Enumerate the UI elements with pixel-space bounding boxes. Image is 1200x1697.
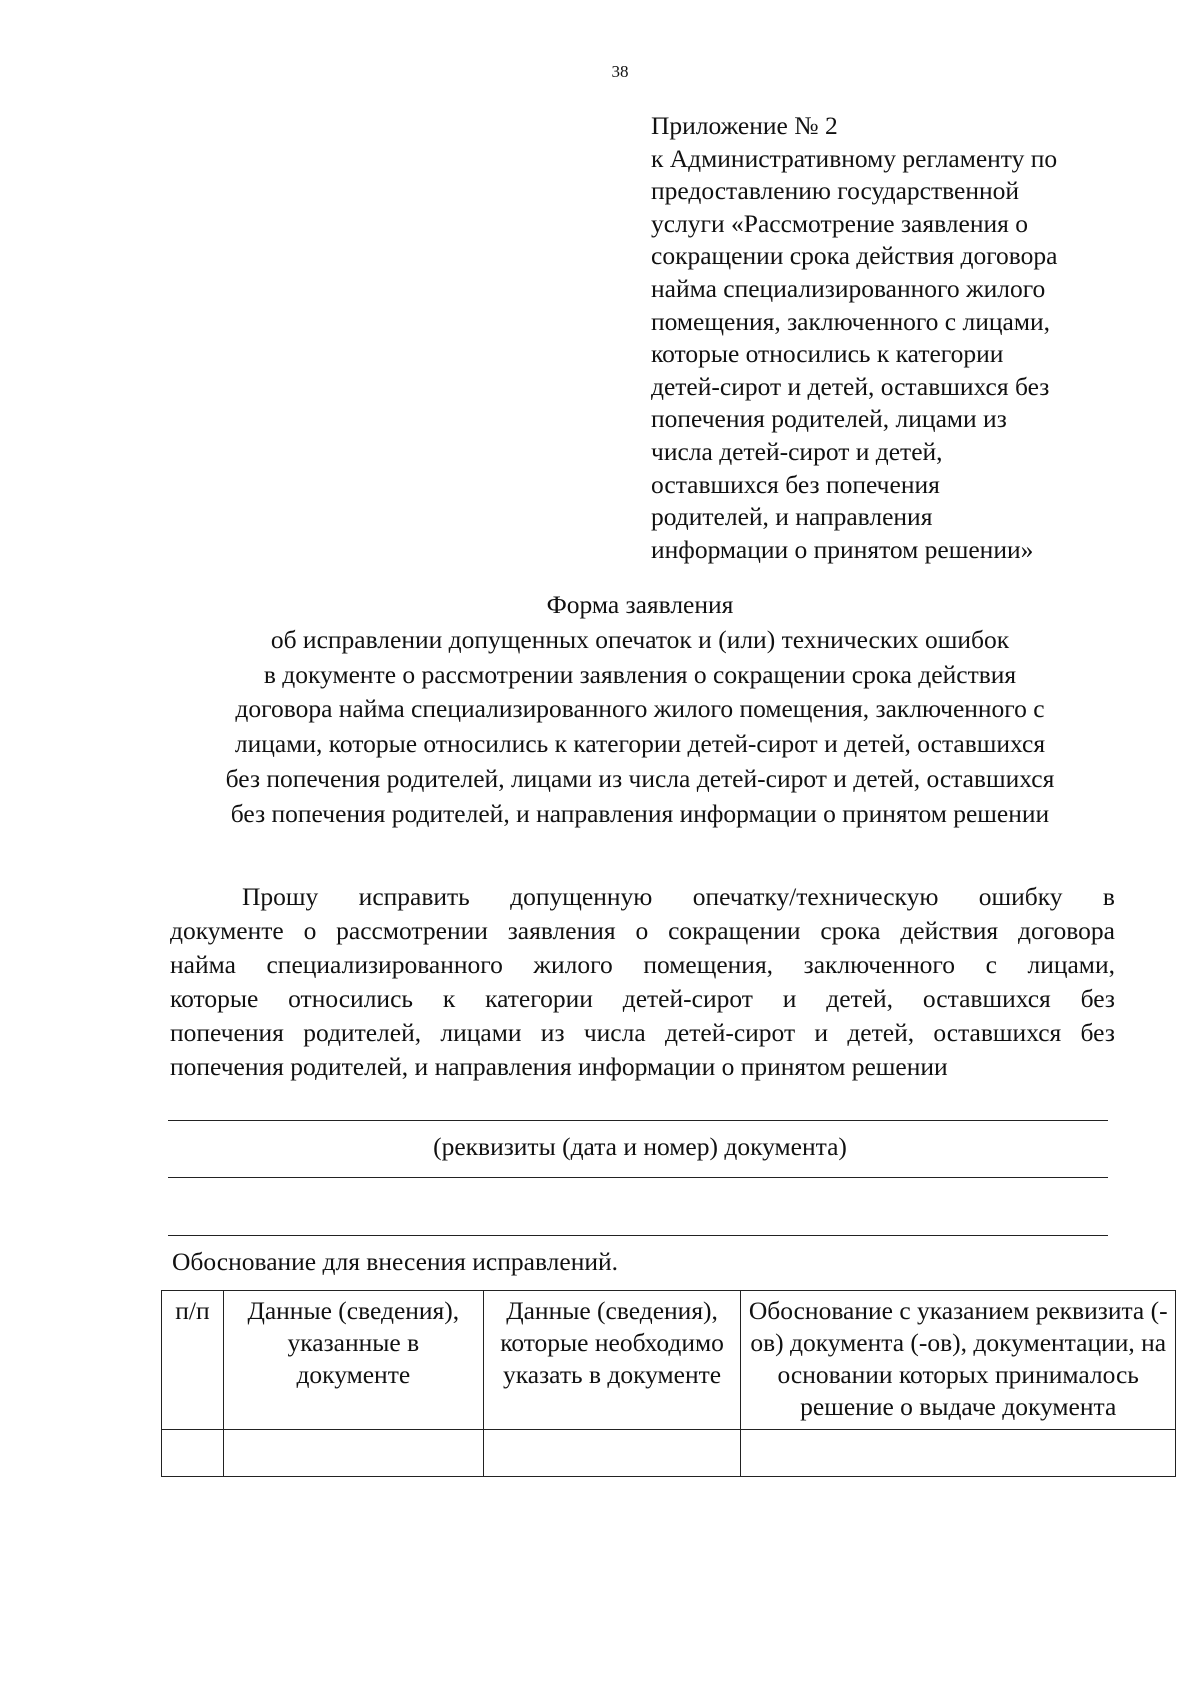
request-line [170, 914, 1115, 948]
request-word: к [442, 984, 456, 1013]
request-word: детей-сирот [622, 984, 753, 1013]
request-word: заявления [507, 916, 616, 945]
request-word: заключенного [803, 950, 955, 979]
request-word: допущенную [510, 882, 653, 911]
request-word: и [814, 1018, 829, 1047]
request-line: попечения родителей, и направления информации о принятом решении [170, 1052, 948, 1081]
request-line [170, 948, 1115, 982]
appendix-line: родителей, и направления [651, 502, 933, 532]
table-cell[interactable] [162, 1430, 224, 1477]
appendix-line: сокращении срока действия договора [651, 241, 1058, 271]
requisites-fill-line [168, 1120, 1108, 1121]
request-word: ошибку [978, 882, 1063, 911]
request-word: попечения [170, 1018, 284, 1047]
form-title-line: договора найма специализированного жилого помещения, заключенного с [235, 694, 1045, 724]
request-word: относились [288, 984, 414, 1013]
basis-label: Обоснование для внесения исправлений. [172, 1247, 619, 1276]
request-word: в [1102, 882, 1115, 911]
form-title-line: в документе о рассмотрении заявления о сокращении срока действия [263, 659, 1017, 689]
requisites-label: (реквизиты (дата и номер) документа) [433, 1132, 847, 1161]
table-cell[interactable] [483, 1430, 741, 1477]
request-word: документе [170, 916, 284, 945]
request-word: оставшихся [933, 1018, 1062, 1047]
request-paragraph [170, 880, 1115, 1084]
request-word: детей, [847, 1018, 915, 1047]
corrections-table [161, 1290, 1176, 1477]
request-word: лицами [440, 1018, 522, 1047]
request-word: Прошу [242, 882, 319, 911]
form-title [150, 588, 1130, 832]
appendix-line: к Административному регламенту по [651, 143, 1058, 173]
request-word: числа [583, 1018, 646, 1047]
request-word: детей, [826, 984, 894, 1013]
request-word: действия [900, 916, 999, 945]
request-line [170, 982, 1115, 1016]
request-word: сокращении [668, 916, 801, 945]
table-cell[interactable] [741, 1430, 1176, 1477]
fill-line [168, 1235, 1108, 1236]
table-cell[interactable] [223, 1430, 483, 1477]
request-line [170, 1016, 1115, 1050]
request-word: без [1080, 1018, 1115, 1047]
form-title-line: Форма заявления [546, 590, 734, 619]
appendix-line: числа детей-сирот и детей, [651, 436, 943, 466]
header-cell-stated-data: Данные (сведения), указанные в документе [223, 1291, 483, 1430]
request-word: исправить [358, 882, 470, 911]
table-header-row [162, 1291, 1176, 1430]
request-word: специализированного [266, 950, 503, 979]
request-word: о [635, 916, 649, 945]
request-word: лицами, [1027, 950, 1115, 979]
table-row [162, 1430, 1176, 1477]
appendix-line: найма специализированного жилого [651, 273, 1046, 303]
appendix-line: помещения, заключенного с лицами, [651, 306, 1050, 336]
request-word: жилого [533, 950, 613, 979]
request-word: договора [1017, 916, 1115, 945]
appendix-line: детей-сирот и детей, оставшихся без [651, 371, 1050, 401]
request-word: оставшихся [922, 984, 1051, 1013]
request-word: детей-сирот [664, 1018, 796, 1047]
appendix-line: услуги «Рассмотрение заявления о [651, 208, 1028, 238]
request-word: и [782, 984, 797, 1013]
fill-line [168, 1177, 1108, 1178]
request-word: с [985, 950, 997, 979]
form-title-line: лицами, которые относились к категории детей-сирот и детей, оставшихся [234, 729, 1046, 759]
request-word: без [1080, 984, 1115, 1013]
appendix-header [651, 110, 1121, 566]
request-word: из [540, 1018, 565, 1047]
header-cell-number: п/п [162, 1291, 224, 1430]
appendix-line: попечения родителей, лицами из [651, 404, 1007, 434]
form-title-line: без попечения родителей, лицами из числа детей-сирот и детей, оставшихся [225, 763, 1055, 793]
request-word: найма [170, 950, 236, 979]
appendix-line: которые относились к категории [651, 339, 1004, 369]
request-word: рассмотрении [336, 916, 488, 945]
appendix-line: информации о принятом решении» [651, 534, 1034, 564]
form-title-line: об исправлении допущенных опечаток и (или) технических ошибок [270, 624, 1010, 654]
request-word: помещения, [643, 950, 774, 979]
request-word: которые [170, 984, 259, 1013]
appendix-line: предоставлению государственной [651, 176, 1020, 206]
page-number: 38 [611, 62, 629, 81]
appendix-line: оставшихся без попечения [651, 469, 940, 499]
header-cell-justification: Обоснование с указанием реквизита (-ов) документа (-ов), документации, на основании которых принималось решение о выдаче документа [741, 1291, 1176, 1430]
request-word: срока [820, 916, 881, 945]
request-word: о [303, 916, 317, 945]
appendix-line: Приложение № 2 [651, 111, 838, 140]
form-title-line: без попечения родителей, и направления информации о принятом решении [230, 798, 1050, 828]
header-cell-required-data: Данные (сведения), которые необходимо указать в документе [483, 1291, 741, 1430]
request-word: родителей, [303, 1018, 422, 1047]
request-word: опечатку/техническую [692, 882, 939, 911]
request-line [170, 880, 1115, 914]
request-word: категории [485, 984, 593, 1013]
